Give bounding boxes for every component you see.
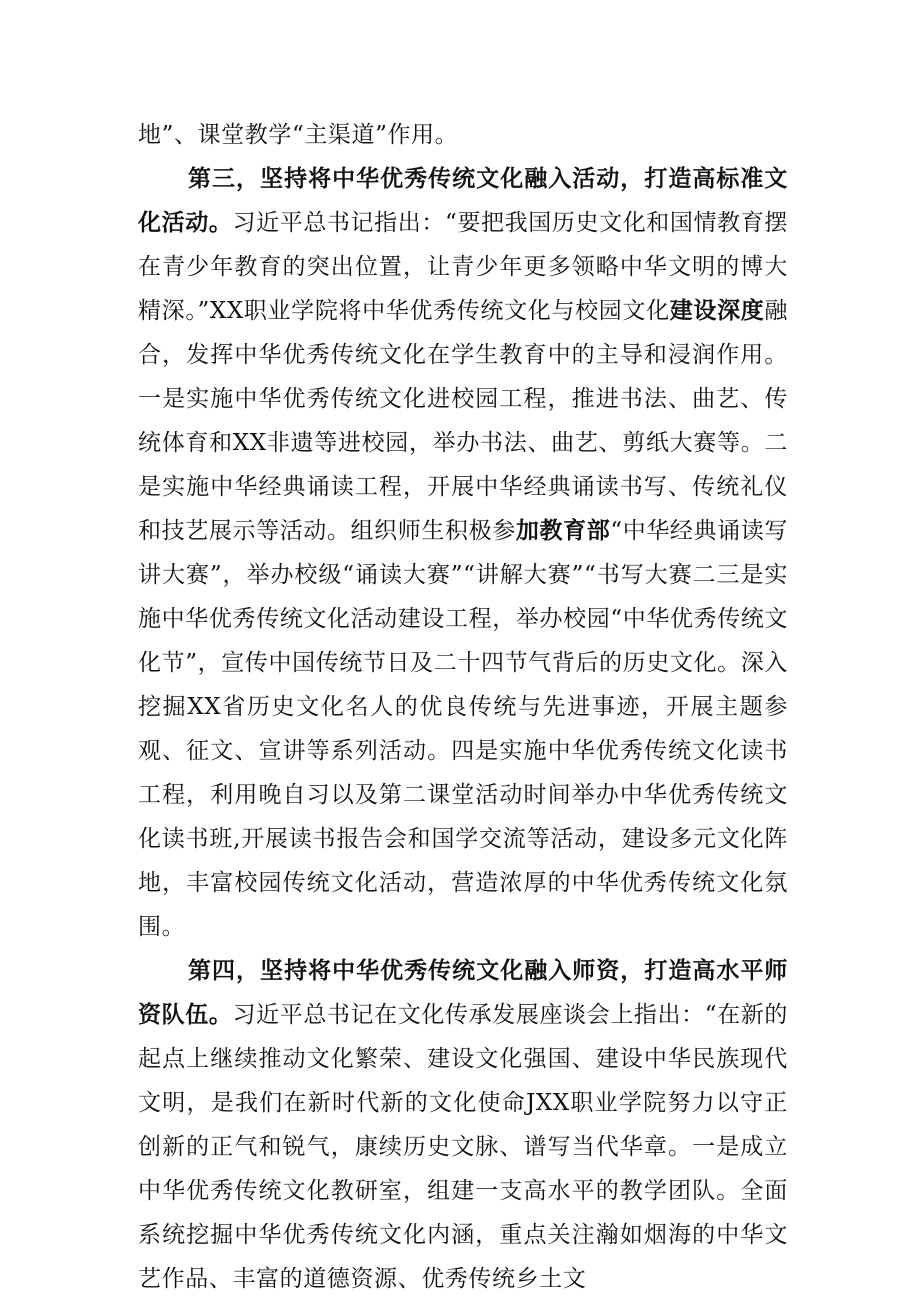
- text-segment: 习近平总书记在文化传承发展座谈会上指出：“在新的起点上继续推动文化繁荣、建设文化强国、建设中华民族现代文明，是我们在新时代新的文化使命JXX职业学院努力以守正创新的正气和锐气，康续历史文脉、谱写当代华章。一是成立中华优秀传统文化教研室，组建一支高水平的教学团队。全面系统挖掘中华优秀传统文化内涵，重点关注瀚如烟海的中华文艺作品、丰富的道德资源、优秀传统乡土文: [138, 1002, 788, 1292]
- paragraph-3: [138, 949, 788, 1301]
- section-heading-fourth: 第四，坚持将中华优秀传统文化融入师资，打造高水平师资队伍。: [138, 957, 788, 1028]
- bold-phrase: 加教育部: [515, 517, 611, 544]
- text-segment: 习近平总书记指出：“要把我国历史文化和国情教育摆在青少年教育的突出位置，让青少年更多领略中华文明的博大精深。”XX职业学院将中华优秀传统文化与校园文化: [138, 210, 788, 324]
- text-segment: 融合，发挥中华优秀传统文化在学生教育中的主导和浸润作用。一是实施中华优秀传统文化进校园工程，推进书法、曲艺、传统体育和XX非遗等进校园，举办书法、曲艺、剪纸大赛等。二是实施中华经典诵读工程，开展中华经典诵读书写、传统礼仪和技艺展示等活动。组织师生积极参: [138, 298, 789, 544]
- paragraph-2: [138, 157, 788, 949]
- text-segment: 地”、课堂教学“主渠道”作用。: [138, 122, 459, 148]
- bold-phrase: 建设深度: [669, 297, 765, 324]
- body-text: [138, 113, 788, 1301]
- section-heading-third: 第三，坚持将中华优秀传统文化融入活动，打造高标准文化活动。: [138, 165, 788, 236]
- paragraph-1: [138, 113, 788, 157]
- text-segment: “中华经典诵读写讲大赛”，举办校级“诵读大赛”“讲解大赛”“书写大赛二三是实施中华优秀传统文化活动建设工程，举办校园“中华优秀传统文化节”，宣传中国传统节日及二十四节气背后的历史文化。深入挖掘XX省历史文化名人的优良传统与先进事迹，开展主题参观、征文、宣讲等系列活动。四是实施中华优秀传统文化读书工程，利用晚自习以及第二课堂活动时间举办中华优秀传统文化读书班,开展读书报告会和国学交流等活动，建设多元文化阵地，丰富校园传统文化活动，营造浓厚的中华优秀传统文化氛围。: [138, 518, 788, 940]
